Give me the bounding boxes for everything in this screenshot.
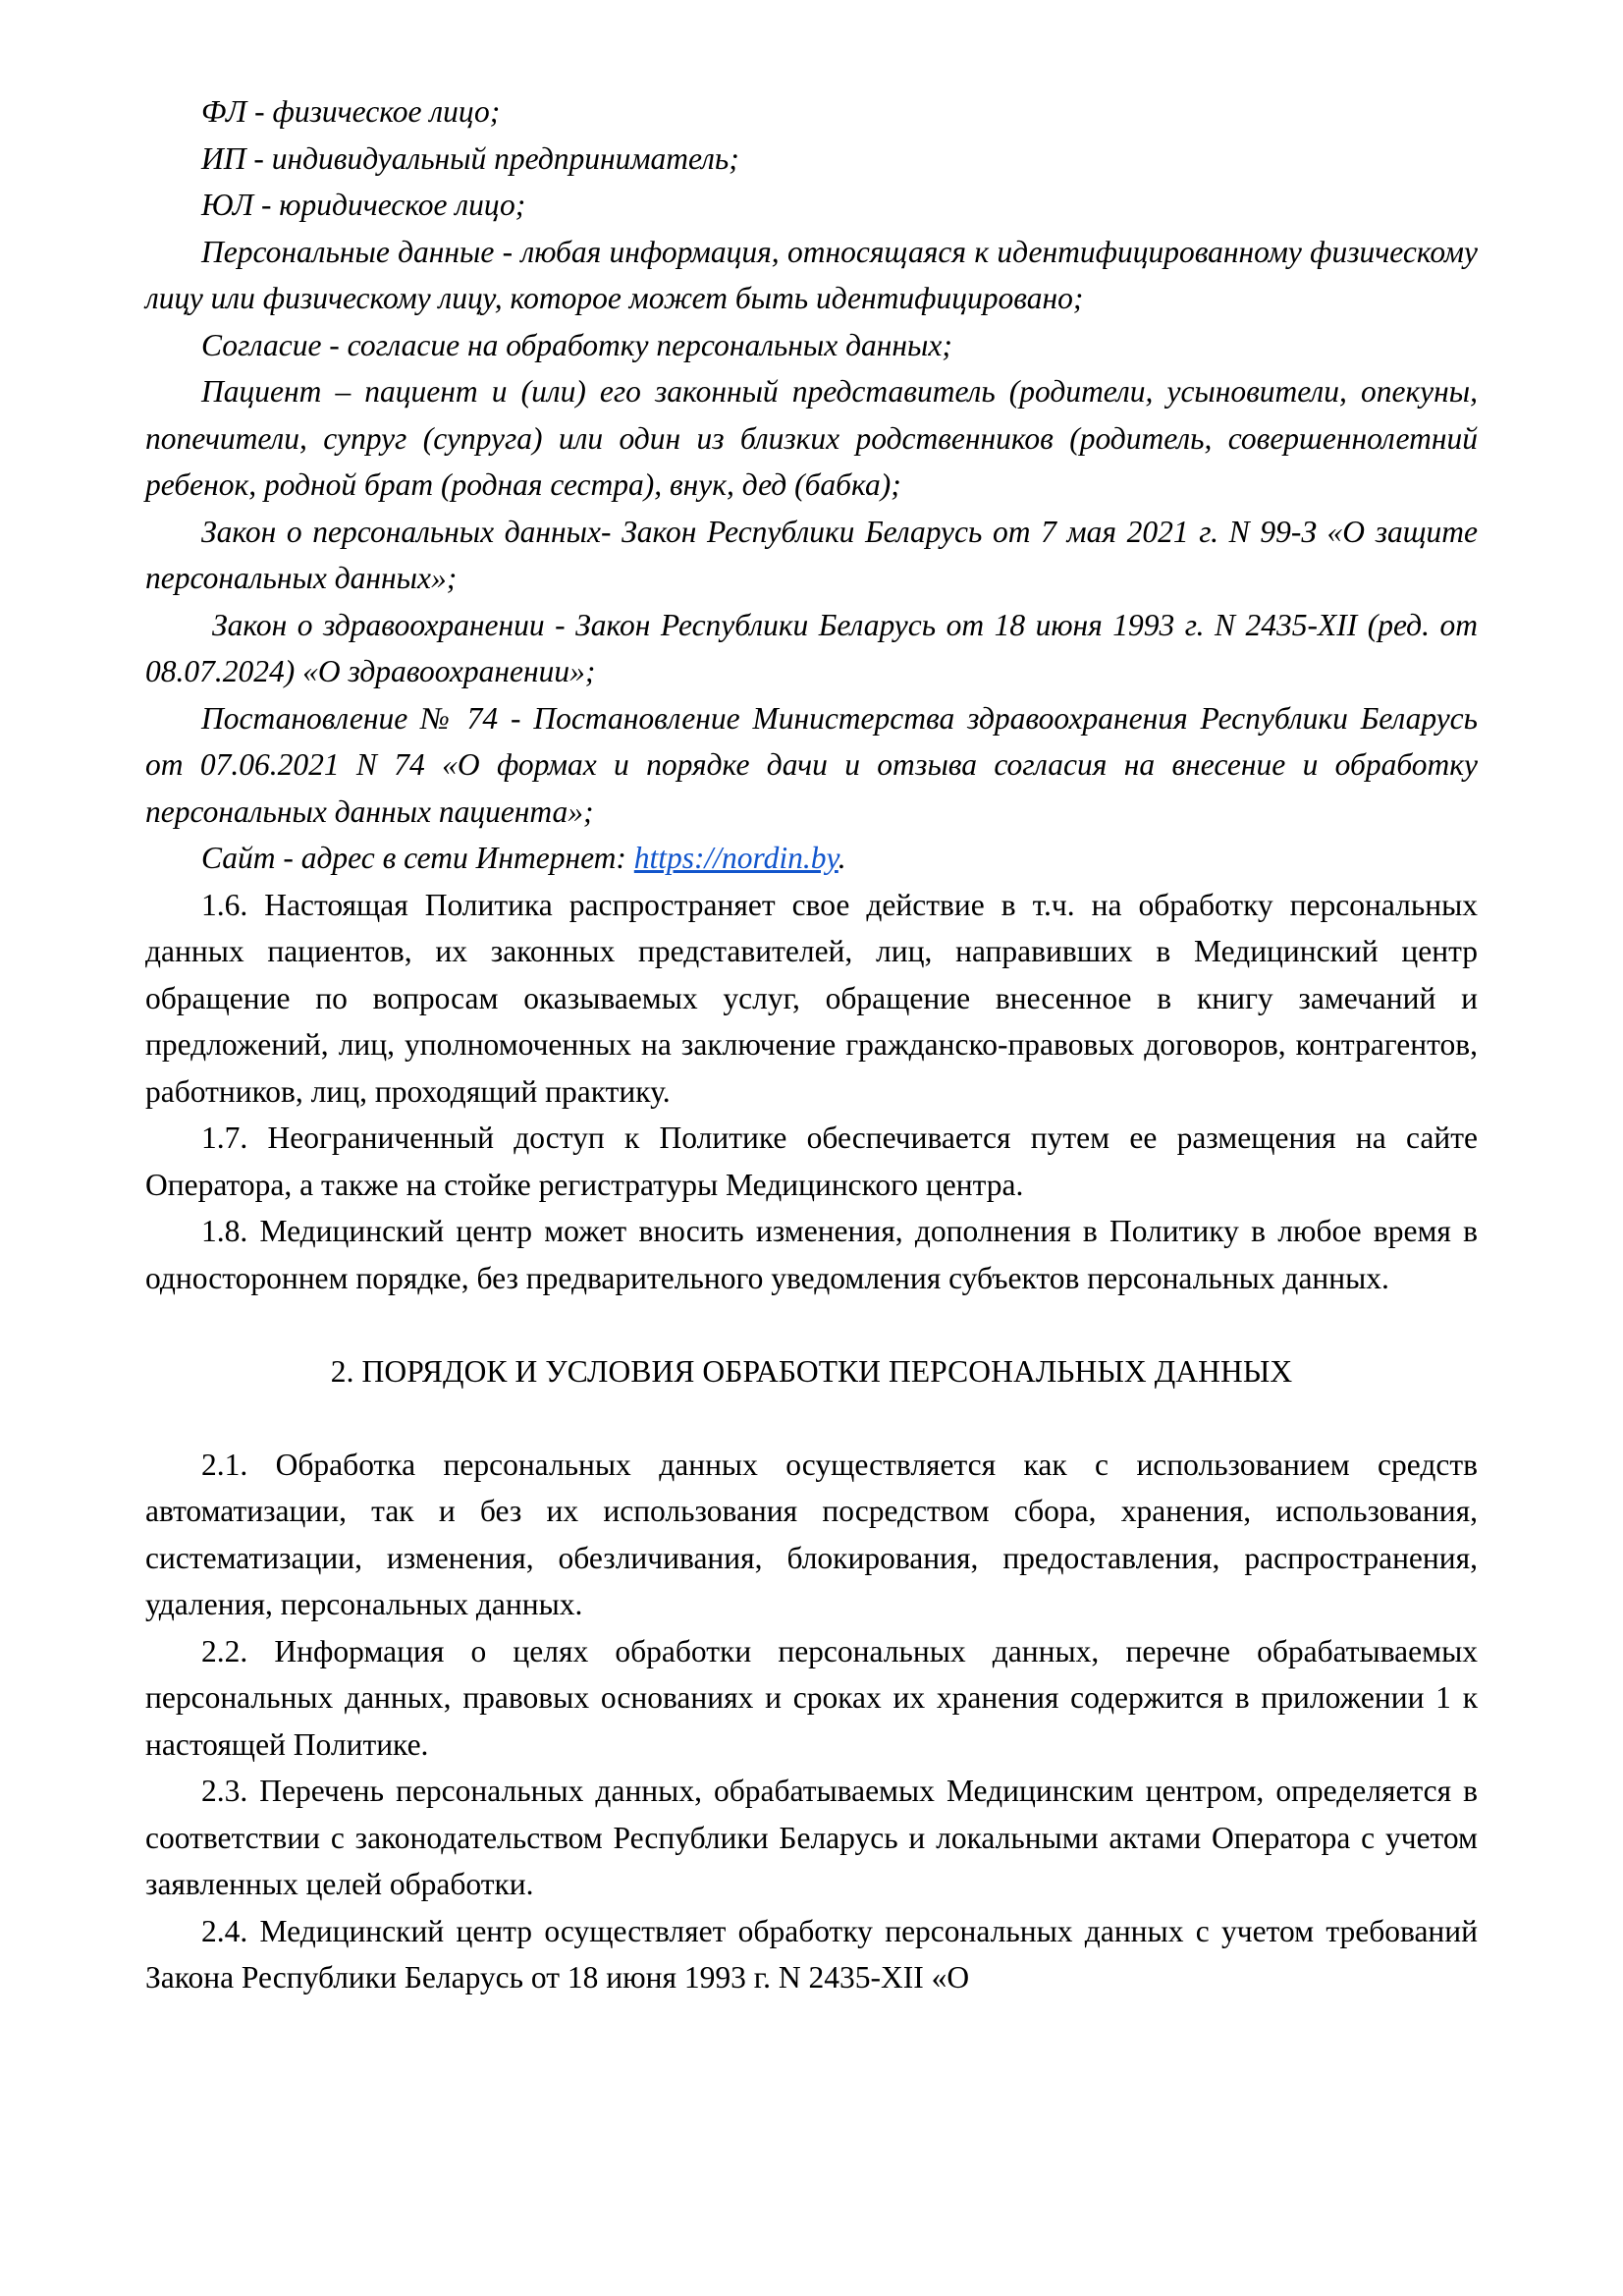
clause-2-4: 2.4. Медицинский центр осуществляет обработку персональных данных с учетом требований Закона Республики Беларусь от 18 июня 1993 г. N 2435-XII «О: [145, 1913, 1478, 1995]
nordin-website-link[interactable]: https://nordin.by: [633, 841, 839, 875]
clause-2-3: 2.3. Перечень персональных данных, обрабатываемых Медицинским центром, определяется в соответствии с законодательством Республики Беларусь и локальными актами Оператора с учетом заявленных целей обработки.: [145, 1774, 1478, 1901]
clause-2-1: 2.1. Обработка персональных данных осуществляется как с использованием средств автоматизации, так и без их использования посредством сбора, хранения, использования, систематизации, изменения, обезличивания, блокирования, предоставления, распространения, удаления, персональных данных.: [145, 1447, 1478, 1621]
section-2-heading: 2. ПОРЯДОК И УСЛОВИЯ ОБРАБОТКИ ПЕРСОНАЛЬНЫХ ДАННЫХ: [330, 1353, 1293, 1389]
clause-1-8: 1.8. Медицинский центр может вносить изменения, дополнения в Политику в любое время в одностороннем порядке, без предварительного уведомления субъектов персональных данных.: [145, 1214, 1478, 1295]
definition-site: [145, 835, 1478, 882]
definition-patient: Пациент – пациент и (или) его законный представитель (родители, усыновители, опекуны, попечители, супруг (супруга) или один из близких родственников (родитель, совершеннолетний ребенок, родной брат (родная сестра), внук, дед (бабка);: [145, 374, 1478, 502]
clause-1-7: 1.7. Неограниченный доступ к Политике обеспечивается путем ее размещения на сайте Оператора, а также на стойке регистратуры Медицинского центра.: [145, 1121, 1478, 1202]
definition-ip: ИП - индивидуальный предприниматель;: [201, 140, 739, 176]
definition-yul: ЮЛ - юридическое лицо;: [201, 188, 526, 222]
site-definition-suffix: .: [838, 841, 846, 875]
clause-2-2: 2.2. Информация о целях обработки персональных данных, перечне обрабатываемых персональных данных, правовых основаниях и сроках их хранения содержится в приложении 1 к настоящей Политике.: [145, 1633, 1478, 1762]
definition-consent: Согласие - согласие на обработку персональных данных;: [201, 327, 952, 362]
site-definition-prefix: Сайт - адрес в сети Интернет:: [201, 841, 634, 875]
document-body: [145, 88, 1478, 2001]
definition-resolution-74: Постановление № 74 - Постановление Министерства здравоохранения Республики Беларусь от 07.06.2021 N 74 «О формах и порядке дачи и отзыва согласия на внесение и обработку персональных данных пациента»;: [145, 700, 1478, 829]
definition-fl: ФЛ - физическое лицо;: [201, 94, 501, 129]
heading-spacer-below: [145, 1394, 1478, 1442]
definition-law-healthcare: Закон о здравоохранении - Закон Республики Беларусь от 18 июня 1993 г. N 2435-XII (ред. от 08.07.2024) «О здравоохранении»;: [145, 607, 1478, 688]
heading-spacer-above: [145, 1301, 1478, 1348]
definition-personal-data: Персональные данные - любая информация, относящаяся к идентифицированному физическому лицу или физическому лицу, которое может быть идентифицировано;: [145, 234, 1478, 315]
definition-law-personal-data: Закон о персональных данных- Закон Республики Беларусь от 7 мая 2021 г. N 99-З «О защите персональных данных»;: [145, 514, 1478, 595]
clause-1-6: 1.6. Настоящая Политика распространяет свое действие в т.ч. на обработку персональных данных пациентов, их законных представителей, лиц, направивших в Медицинский центр обращение по вопросам оказываемых услуг, обращение внесенное в книгу замечаний и предложений, лиц, уполномоченных на заключение гражданско-правовых договоров, контрагентов, работников, лиц, проходящий практику.: [145, 887, 1478, 1109]
